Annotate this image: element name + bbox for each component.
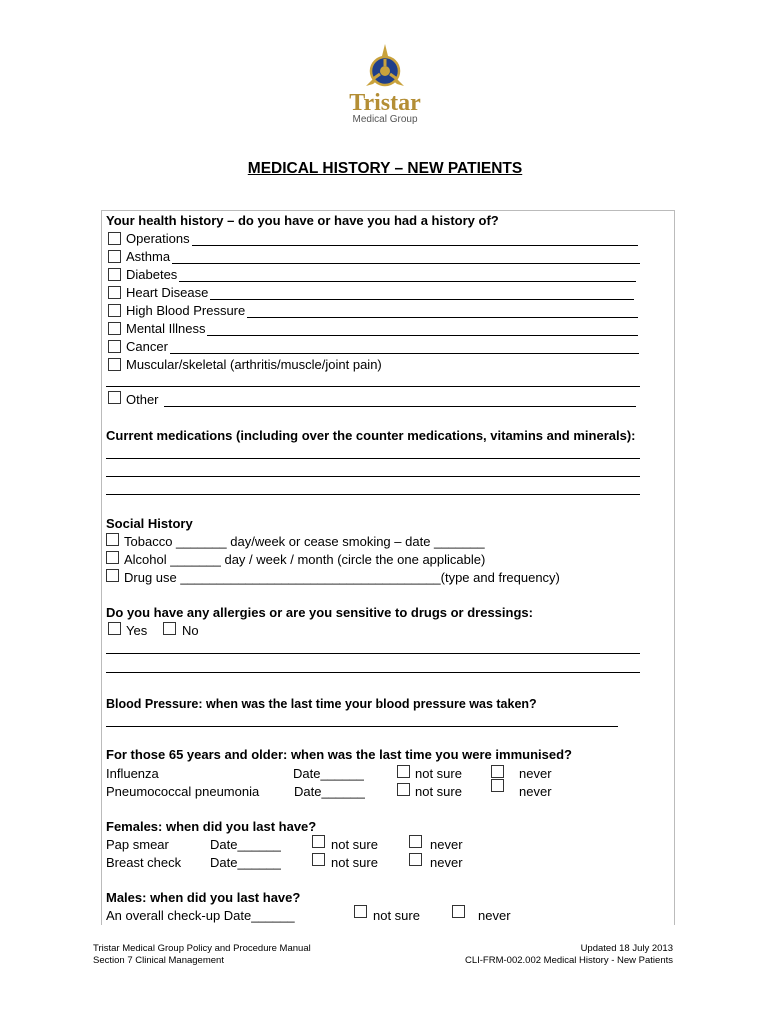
allergies-no-label: No [182,623,199,638]
brand-subtitle: Medical Group [352,114,418,125]
bp-heading: Blood Pressure: when was the last time your blood pressure was taken? [106,697,537,711]
history-checkbox[interactable] [108,322,121,335]
alcohol-row: Alcohol _______ day / week / month (circle the one applicable) [124,552,486,567]
history-checkbox[interactable] [108,232,121,245]
history-checkbox[interactable] [108,268,121,281]
allergies-no-checkbox[interactable] [163,622,176,635]
history-item-label: Asthma [126,249,171,264]
pneumonia-not-sure-label: not sure [415,784,462,799]
breast-check-not-sure-checkbox[interactable] [312,853,325,866]
tobacco-checkbox[interactable] [106,533,119,546]
breast-check-date: Date______ [210,855,281,870]
logo [330,44,440,134]
breast-check-not-sure-label: not sure [331,855,378,870]
footer-form-id: CLI-FRM-002.002 Medical History - New Patients [464,955,673,966]
pap-smear-not-sure-label: not sure [331,837,378,852]
medications-line-3[interactable] [106,494,640,495]
history-item-line[interactable] [207,335,638,336]
drug-row: Drug use ____________________________________(type and frequency) [124,570,560,585]
history-item-line[interactable] [179,281,636,282]
history-item-line[interactable] [192,245,638,246]
footer-left [93,943,311,967]
influenza-not-sure-label: not sure [415,766,462,781]
pap-smear-label: Pap smear [106,837,169,852]
footer-updated: Updated 18 July 2013 [580,943,673,954]
pneumonia-date: Date______ [294,784,365,799]
influenza-never-checkbox[interactable] [491,765,504,778]
history-item-label: Muscular/skeletal (arthritis/muscle/joint pain) [126,357,382,372]
checkup-not-sure-label: not sure [373,908,420,923]
influenza-not-sure-checkbox[interactable] [397,765,410,778]
page-title: MEDICAL HISTORY – NEW PATIENTS [247,160,523,177]
footer-section: Section 7 Clinical Management [93,955,224,966]
influenza-date: Date______ [293,766,364,781]
breast-check-never-label: never [430,855,463,870]
males-heading: Males: when did you last have? [106,890,301,905]
allergies-line-2[interactable] [106,672,640,673]
influenza-never-label: never [519,766,552,781]
pap-smear-not-sure-checkbox[interactable] [312,835,325,848]
allergies-yes-label: Yes [126,623,148,638]
females-heading: Females: when did you last have? [106,819,317,834]
history-item-label: High Blood Pressure [126,303,246,318]
checkup-never-label: never [478,908,511,923]
allergies-line-1[interactable] [106,653,640,654]
health-history-heading: Your health history – do you have or have you had a history of? [106,213,499,228]
pap-smear-date: Date______ [210,837,281,852]
history-checkbox[interactable] [108,286,121,299]
history-item-line[interactable] [210,299,634,300]
history-item-line[interactable] [247,317,638,318]
alcohol-checkbox[interactable] [106,551,119,564]
history-item-label: Cancer [126,339,168,354]
medications-line-2[interactable] [106,476,640,477]
history-item-line[interactable] [170,353,639,354]
medications-heading: Current medications (including over the counter medications, vitamins and minerals): [106,428,636,443]
breast-check-never-checkbox[interactable] [409,853,422,866]
history-item-label: Heart Disease [126,285,209,300]
pneumonia-label: Pneumococcal pneumonia [106,784,260,799]
history-checkbox[interactable] [108,250,121,263]
history-checkbox[interactable] [108,340,121,353]
influenza-label: Influenza [106,766,159,781]
tristar-emblem-icon [362,44,408,92]
pneumonia-never-checkbox[interactable] [491,779,504,792]
history-item-label: Diabetes [126,267,178,282]
checkup-never-checkbox[interactable] [452,905,465,918]
medications-line-1[interactable] [106,458,640,459]
breast-check-label: Breast check [106,855,182,870]
bp-line[interactable] [106,726,618,727]
drug-checkbox[interactable] [106,569,119,582]
pneumonia-never-label: never [519,784,552,799]
allergies-heading: Do you have any allergies or are you sensitive to drugs or dressings: [106,605,533,620]
checkup-not-sure-checkbox[interactable] [354,905,367,918]
history-checkbox[interactable] [108,358,121,371]
social-heading: Social History [106,516,193,531]
checkup-label: An overall check-up Date______ [106,908,295,923]
other-label: Other [126,392,159,407]
tobacco-row: Tobacco _______ day/week or cease smoking – date _______ [124,534,485,549]
history-item-label: Mental Illness [126,321,206,336]
other-checkbox[interactable] [108,391,121,404]
pap-smear-never-checkbox[interactable] [409,835,422,848]
footer-right [465,943,673,967]
brand-name: Tristar [349,90,421,116]
pneumonia-not-sure-checkbox[interactable] [397,783,410,796]
pap-smear-never-label: never [430,837,463,852]
history-blank-line[interactable] [106,386,640,387]
history-item-line[interactable] [172,263,640,264]
history-checkbox[interactable] [108,304,121,317]
other-line[interactable] [164,406,636,407]
footer-manual: Tristar Medical Group Policy and Procedure Manual [93,943,311,954]
history-item-label: Operations [126,231,190,246]
immunised-heading: For those 65 years and older: when was the last time you were immunised? [106,747,572,762]
allergies-yes-checkbox[interactable] [108,622,121,635]
